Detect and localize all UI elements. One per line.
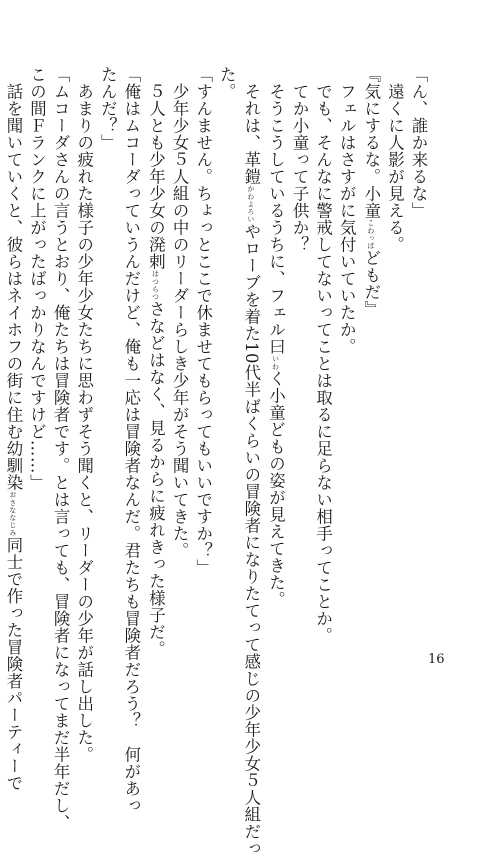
text-line: フェルはさすがに気付いていたか。 bbox=[337, 66, 357, 355]
ruby-annotation: おさななじみ bbox=[8, 491, 17, 537]
text-line: 『気にするな。小童こわっぱどもだ』 bbox=[361, 66, 381, 318]
page-number: 16 bbox=[428, 652, 445, 667]
text-line: ５人とも少年少女の溌剌はつらつさなどはなく、見るからに疲れきった様子だ。 bbox=[146, 66, 166, 658]
text-line: 「ん、誰か来るな」 bbox=[409, 66, 428, 219]
text-line: 遠くに人影が見える。 bbox=[385, 66, 405, 253]
text-line: 少年少女５人組の中のリーダーらしき少年がそう聞いてきた。 bbox=[170, 66, 190, 559]
ruby-annotation: こわっぱ bbox=[366, 219, 375, 250]
text-line: 「ムコーダさんの言うとおり、俺たちは冒険者です。とは言っても、冒険者になってまだ半年だし、 bbox=[51, 66, 71, 831]
text-line: そうこうしているうちに、フェル曰いわく小童どもの姿が見えてきた。 bbox=[266, 66, 286, 609]
ruby-annotation: かわよろい bbox=[246, 185, 255, 223]
vertical-text-body bbox=[3, 66, 430, 857]
text-line: それは、革鎧かわよろいやローブを着た10代半ばくらいの冒険者になりたてって感じの少年少女５人組だっ bbox=[241, 66, 261, 857]
text-line: てか小童って子供か？ bbox=[290, 66, 310, 253]
text-line: でも、そんなに警戒してないってことは取るに足らない相手ってことか。 bbox=[313, 66, 333, 644]
text-line: た。 bbox=[217, 66, 237, 100]
text-line: たんだ？」 bbox=[98, 66, 118, 151]
ruby-annotation: いわ bbox=[271, 355, 280, 371]
text-line: あまりの疲れた様子の少年少女たちに思わずそう聞くと、リーダーの少年が話し出した。 bbox=[74, 66, 94, 763]
text-line: 「すんません。ちょっとここで休ませてもらってもいいですか？」 bbox=[193, 66, 213, 576]
text-line: この間Ｆランクに上がったばっかりなんですけど……」 bbox=[27, 66, 47, 491]
text-line: 話を聞いていくと、彼らはネイホフの街に住む幼馴染おさななじみ同士で作った冒険者パーティーで bbox=[3, 66, 23, 792]
ruby-annotation: はつらつ bbox=[151, 270, 160, 301]
text-line: 「俺はムコーダっていうんだけど、俺も一応は冒険者なんだ。君たちも冒険者だろう？ 何があっ bbox=[121, 66, 141, 814]
